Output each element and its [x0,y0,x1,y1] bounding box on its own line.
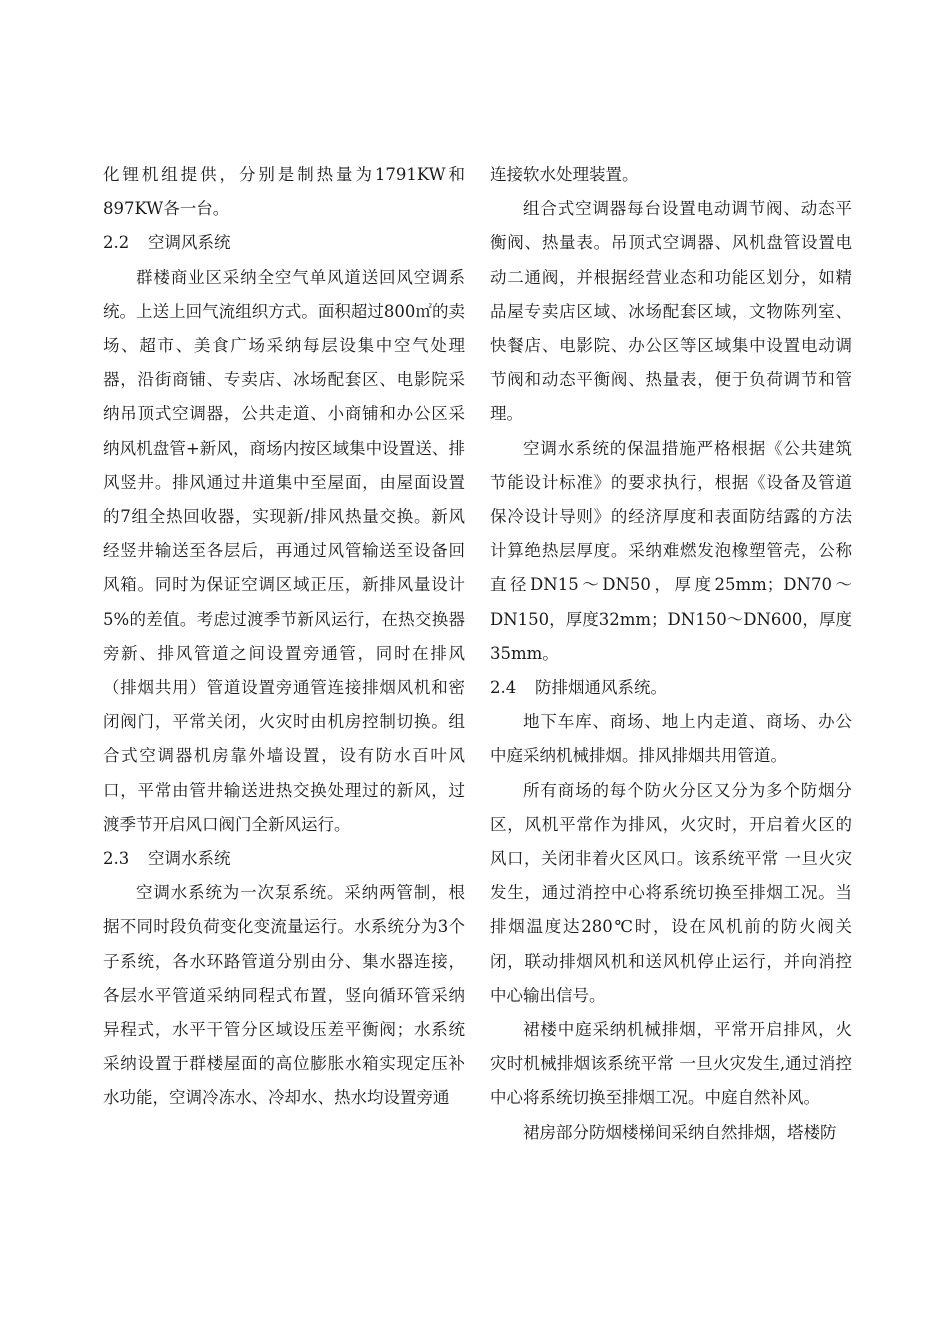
section-title: 防排烟通风系统。 [535,678,667,698]
paragraph-continuation: 化锂机组提供，分别是制热量为1791KW和897KW各一台。 [103,165,465,219]
section-title: 空调水系统 [148,849,231,869]
paragraph-smoke-4: 裙房部分防烟楼梯间采纳自然排烟，塔楼防 [523,1122,837,1142]
section-heading-2-4 [490,671,852,705]
section-number: 2.3 [103,849,130,869]
section-number: 2.2 [103,233,130,253]
paragraph-smoke-2: 所有商场的每个防火分区又分为多个防烟分区，风机平常作为排风，火灾时，开启着火区的风口，关闭非着火区风口。该系统平常 一旦火灾发生，通过消控中心将系统切换至排烟工况。当排烟温度达280℃时，设在风机前的防火阀关闭，联动排烟风机和送风机停止运行，并向消控中心输出信号。 [490,780,852,1005]
section-heading-2-3 [103,842,465,876]
paragraph-smoke-3: 裙楼中庭采纳机械排烟，平常开启排风，火灾时机械排烟该系统平常 一旦火灾发生,通过消控中心将系统切换至排烟工况。中庭自然补风。 [490,1020,852,1108]
paragraph-insulation: 空调水系统的保温措施严格根据《公共建筑节能设计标准》的要求执行，根据《设备及管道保冷设计导则》的经济厚度和表面防结露的方法计算绝热层厚度。采纳难燃发泡橡塑管壳，公称直径DN15～DN50，厚度25mm；DN70～DN150，厚度32mm；DN150～DN600，厚度35mm。 [490,438,852,663]
section-heading-2-2 [103,226,465,260]
paragraph-air-system: 群楼商业区采纳全空气单风道送回风空调系统。上送上回气流组织方式。面积超过800㎡的卖场、超市、美食广场采纳每层设集中空气处理器，沿街商铺、专卖店、冰场配套区、电影院采纳吊顶式空调器，公共走道、小商铺和办公区采纳风机盘管+新风，商场内按区域集中设置送、排风竖井。排风通过井道集中至屋面，由屋面设置的7组全热回收器，实现新/排风热量交换。新风经竖井输送至各层后，再通过风管输送至设备回风箱。同时为保证空调区域正压，新排风量设计5%的差值。考虑过渡季节新风运行，在热交换器旁新、排风管道之间设置旁通管，同时在排风（排烟共用）管道设置旁通管连接排烟风机和密闭阀门，平常关闭，火灾时由机房控制切换。组合式空调器机房靠外墙设置，设有防水百叶风口，平常由管井输送进热交换处理过的新风，过渡季节开启风口阀门全新风运行。 [103,267,465,834]
paragraph-water-system: 空调水系统为一次泵系统。采纳两管制，根据不同时段负荷变化变流量运行。水系统分为3个子系统，各水环路管道分别由分、集水器连接，各层水平管道采纳同程式布置，竖向循环管采纳异程式，水平干管分区域设压差平衡阀；水系统采纳设置于群楼屋面的高位膨胀水箱实现定压补水功能，空调冷冻水、冷却水、热水均设置旁通 [103,883,465,1108]
paragraph-valves: 组合式空调器每台设置电动调节阀、动态平衡阀、热量表。吊顶式空调器、风机盘管设置电动二通阀，并根据经营业态和功能区划分，如精品屋专卖店区域、冰场配套区域，文物陈列室、快餐店、电影院、办公区等区域集中设置电动调节阀和动态平衡阀、热量表，便于负荷调节和管理。 [490,199,852,424]
left-column [103,158,465,1116]
right-column [490,158,852,1150]
paragraph-continuation: 连接软水处理装置。 [490,165,639,184]
paragraph-smoke-1: 地下车库、商场、地上内走道、商场、办公中庭采纳机械排烟。排风排烟共用管道。 [490,712,852,766]
section-title: 空调风系统 [148,233,231,253]
section-number: 2.4 [490,678,517,698]
